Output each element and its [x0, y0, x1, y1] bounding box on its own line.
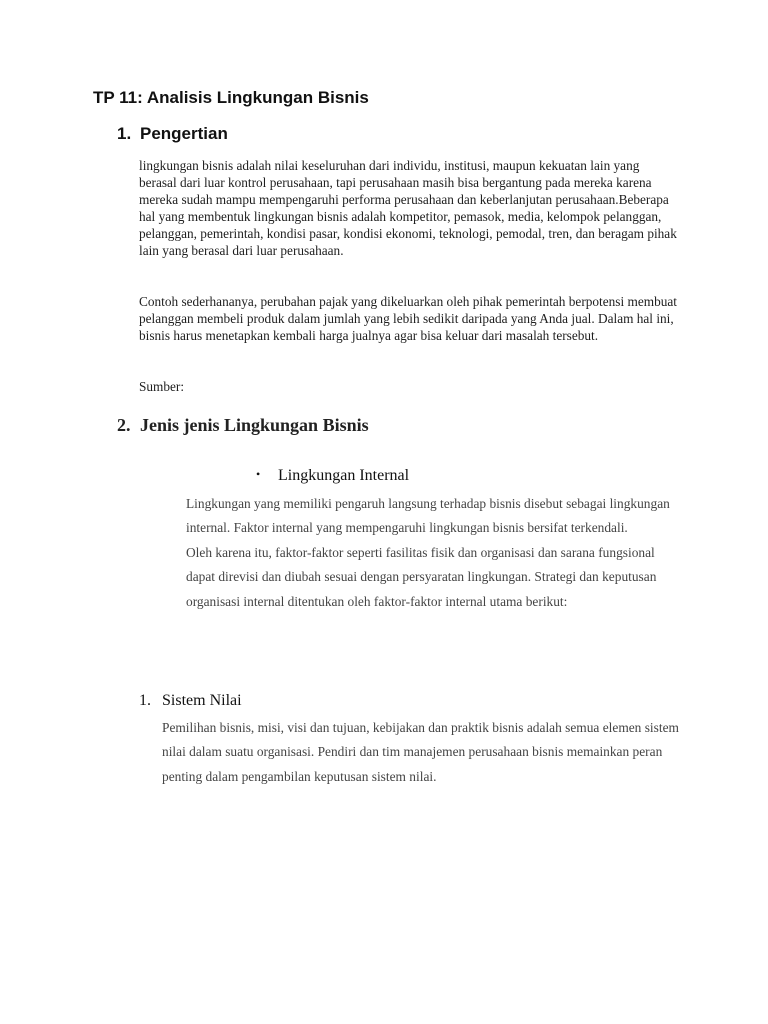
section1-paragraph1 [139, 158, 679, 259]
section2-number: 2. [117, 415, 131, 435]
internal-paragraph-1: Lingkungan yang memiliki pengaruh langsung terhadap bisnis disebut sebagai lingkungan internal. Faktor internal yang mempengaruhi lingkungan bisnis bersifat terkendali. [186, 496, 670, 536]
bullet-icon: • [256, 467, 261, 481]
section1-heading [117, 124, 228, 144]
subsection-heading-text: Sistem Nilai [162, 692, 242, 709]
internal-paragraph-2: Oleh karena itu, faktor-faktor seperti fasilitas fisik dan organisasi dan sarana fungsional dapat direvisi dan diubah sesuai dengan persyaratan lingkungan. Strategi dan keputusan organisasi internal ditentukan oleh faktor-faktor internal utama berikut: [186, 544, 657, 609]
source-label: Sumber: [139, 379, 185, 394]
subsection-number: 1. [139, 692, 151, 709]
subsection-paragraph: Pemilihan bisnis, misi, visi dan tujuan, kebijakan dan praktik bisnis adalah semua elemen sistem nilai dalam suatu organisasi. Pendiri dan tim manajemen perusahaan bisnis memainkan peran penting dalam pengambilan keputusan sistem nilai. [162, 720, 679, 784]
section2-heading [117, 415, 369, 436]
section1-paragraph2 [139, 294, 679, 345]
section1-number: 1. [117, 124, 132, 143]
example-paragraph: Contoh sederhananya, perubahan pajak yang dikeluarkan oleh pihak pemerintah berpotensi membuat pelanggan membeli produk dalam jumlah yang lebih sedikit daripada yang Anda jual. Dalam hal ini, bisnis harus menetapkan kembali harga jualnya agar bisa keluar dari masalah tersebut. [139, 294, 677, 343]
bullet-heading [256, 467, 409, 485]
internal-paragraphs [186, 492, 676, 614]
bullet-heading-text: Lingkungan Internal [278, 467, 410, 484]
subsection-heading [139, 692, 242, 710]
section2-heading-text: Jenis jenis Lingkungan Bisnis [140, 415, 369, 435]
definition-paragraph: lingkungan bisnis adalah nilai keseluruhan dari individu, institusi, maupun kekuatan lain yang berasal dari luar kontrol perusahaan, tapi perusahaan masih bisa bergantung pada mereka karena mereka sudah mampu mempengaruhi performa perusahaan dan keberlanjutan perusahaan.Beberapa hal yang membentuk lingkungan bisnis adalah kompetitor, pemasok, media, kelompok pelanggan, pelanggan, pemerintah, kondisi pasar, kondisi ekonomi, teknologi, pemodal, tren, dan beragam pihak lain yang berasal dari luar perusahaan. [139, 158, 677, 258]
section1-heading-text: Pengertian [140, 124, 228, 143]
document-title: TP 11: Analisis Lingkungan Bisnis [93, 88, 369, 107]
